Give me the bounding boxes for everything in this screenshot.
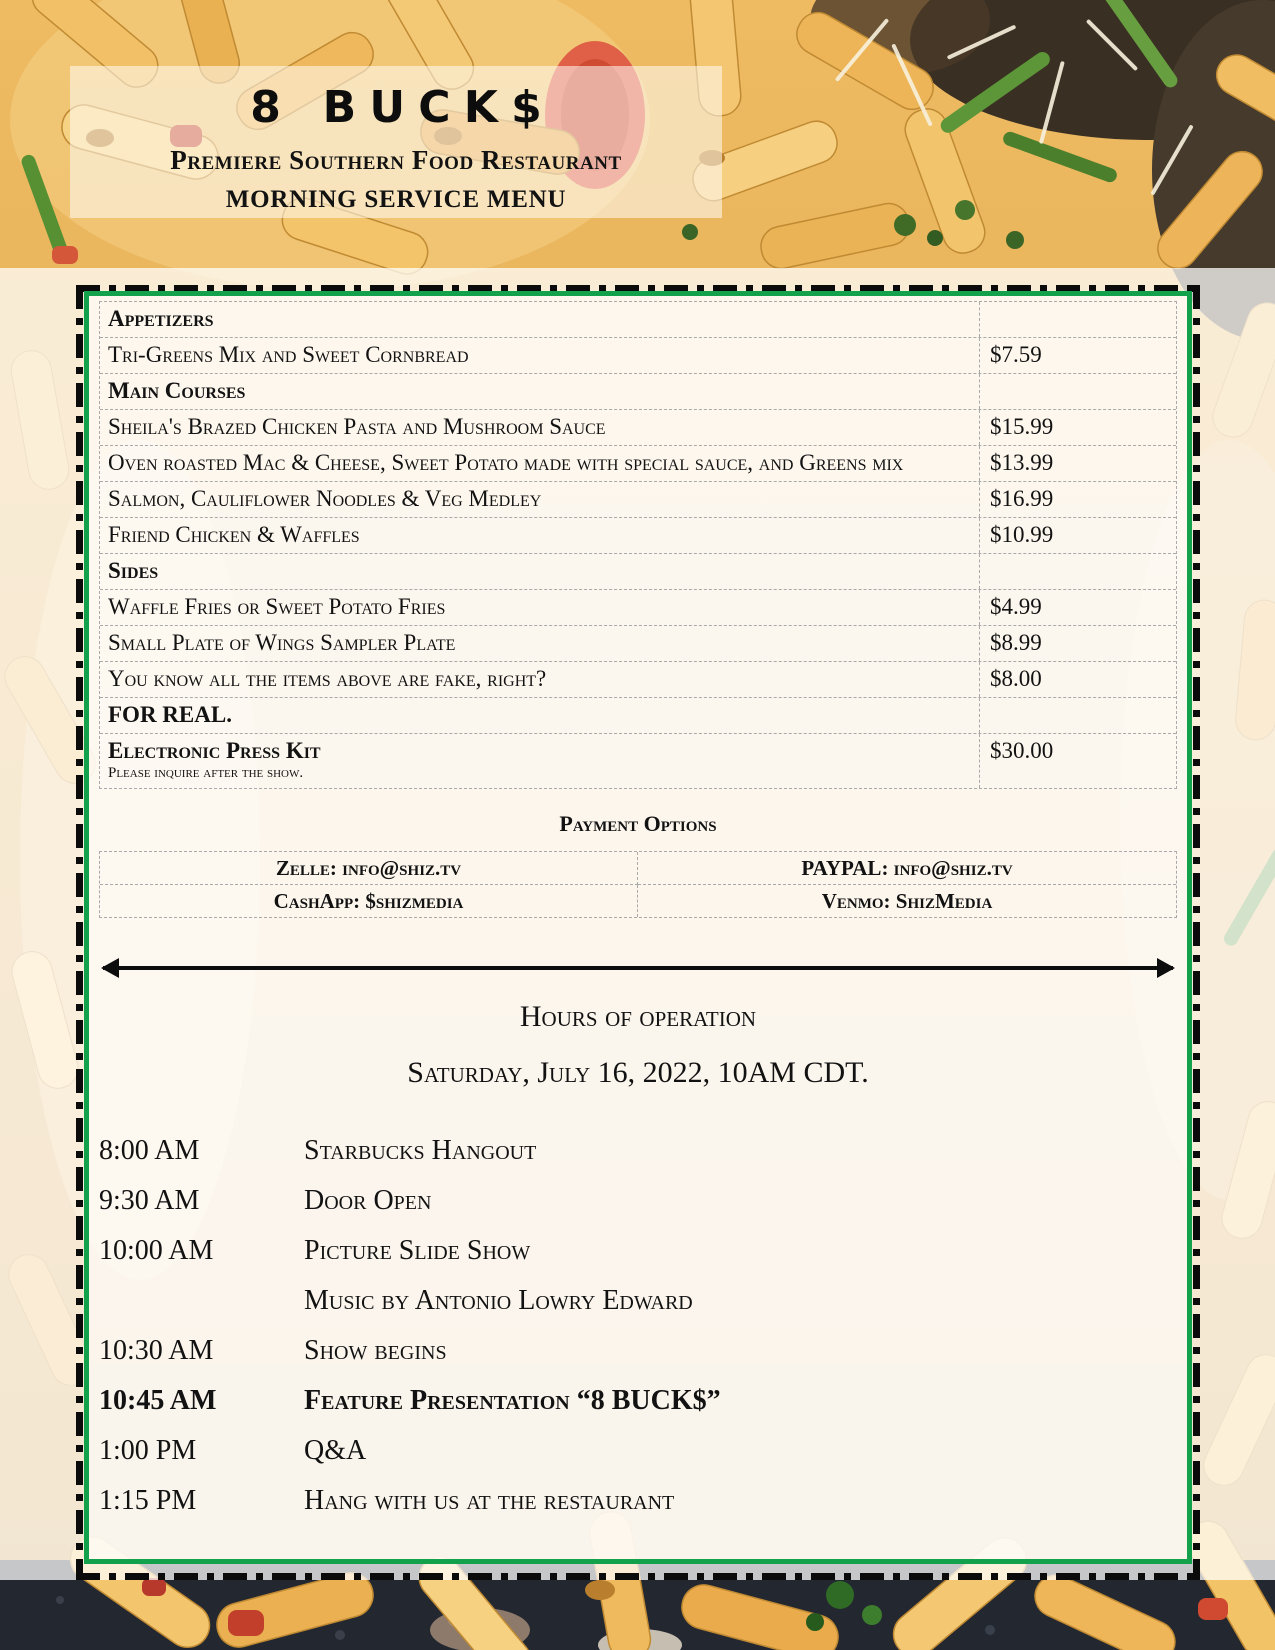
menu-item-cell <box>100 518 980 553</box>
schedule-event: Q&A <box>304 1435 367 1466</box>
menu-item-label: Tri-Greens Mix and Sweet Cornbread <box>108 342 469 367</box>
menu-item-note: Please inquire after the show. <box>108 765 304 781</box>
menu-row <box>100 374 1176 410</box>
menu-item-cell <box>100 590 980 625</box>
schedule-time: 10:00 AM <box>99 1235 214 1266</box>
hours-of-operation-title: Hours of operation <box>519 1000 757 1033</box>
menu-item-cell <box>100 374 980 409</box>
schedule-event: Music by Antonio Lowry Edward <box>304 1285 693 1316</box>
schedule-event: Hang with us at the restaurant <box>304 1485 675 1516</box>
menu-item-label: Oven roasted Mac & Cheese, Sweet Potato made with special sauce, and Greens mix <box>108 450 904 475</box>
menu-row <box>100 482 1176 518</box>
payment-method: PAYPAL: info@shiz.tv <box>638 852 1176 885</box>
menu-item-price: $15.99 <box>990 414 1054 439</box>
dash-dot-frame <box>76 285 1200 1580</box>
menu-item-label: Appetizers <box>108 306 214 331</box>
header-card <box>70 66 722 218</box>
schedule-row <box>99 1434 1177 1468</box>
restaurant-title: 8 BUCK$ <box>250 82 555 133</box>
schedule-row <box>99 1184 1177 1218</box>
schedule-time: 10:45 AM <box>99 1385 217 1416</box>
payment-method: CashApp: $shizmedia <box>100 885 638 917</box>
menu-item-price: $4.99 <box>990 594 1042 619</box>
menu-item-label: Electronic Press Kit <box>108 738 321 763</box>
menu-item-label: You know all the items above are fake, right? <box>108 666 547 691</box>
schedule-event: Starbucks Hangout <box>304 1135 537 1166</box>
payment-options-title: Payment Options <box>559 811 717 836</box>
schedule-time: 9:30 AM <box>99 1185 200 1216</box>
schedule-time <box>99 1284 304 1318</box>
menu-table <box>99 301 1177 789</box>
menu-item-cell <box>100 734 980 788</box>
payment-method: Venmo: ShizMedia <box>821 889 993 913</box>
menu-item-cell <box>100 662 980 697</box>
menu-row <box>100 590 1176 626</box>
menu-item-label: Friend Chicken & Waffles <box>108 522 360 547</box>
menu-item-price: $13.99 <box>990 450 1054 475</box>
schedule-time: 8:00 AM <box>99 1135 200 1166</box>
schedule-time: 1:15 PM <box>99 1485 197 1516</box>
schedule-time: 10:30 AM <box>99 1335 214 1366</box>
menu-item-label: Waffle Fries or Sweet Potato Fries <box>108 594 446 619</box>
menu-item-label: Small Plate of Wings Sampler Plate <box>108 630 456 655</box>
menu-row <box>100 698 1176 734</box>
menu-item-cell <box>100 554 980 589</box>
menu-row <box>100 518 1176 554</box>
restaurant-subtitle: Premiere Southern Food Restaurant <box>170 145 622 175</box>
menu-item-label: Salmon, Cauliflower Noodles & Veg Medley <box>108 486 542 511</box>
schedule-row <box>99 1334 1177 1368</box>
menu-row <box>100 410 1176 446</box>
menu-item-price: $8.00 <box>990 666 1042 691</box>
menu-item-label: Sheila's Brazed Chicken Pasta and Mushroom Sauce <box>108 414 606 439</box>
menu-item-price <box>980 302 1176 337</box>
menu-row <box>100 338 1176 374</box>
menu-item-label: Sides <box>108 558 159 583</box>
menu-item-price <box>980 554 1176 589</box>
menu-item-price: $7.59 <box>990 342 1042 367</box>
schedule-event: Picture Slide Show <box>304 1235 531 1266</box>
menu-row <box>100 554 1176 590</box>
menu-item-price: $10.99 <box>990 522 1054 547</box>
menu-row <box>100 626 1176 662</box>
menu-row <box>100 662 1176 698</box>
frame-edge-bottom <box>76 1573 1200 1580</box>
menu-item-label: Main Courses <box>108 378 246 403</box>
payment-method: Zelle: info@shiz.tv <box>100 852 638 885</box>
menu-row <box>100 302 1176 338</box>
frame-edge-right <box>1193 285 1200 1580</box>
menu-item-price: $30.00 <box>990 738 1054 763</box>
event-date-line: Saturday, July 16, 2022, 10AM CDT. <box>407 1056 869 1089</box>
schedule-time: 1:00 PM <box>99 1435 197 1466</box>
schedule-event: Feature Presentation “8 BUCK$” <box>304 1385 721 1416</box>
double-arrow-divider-icon <box>103 966 1173 970</box>
menu-item-price: $8.99 <box>990 630 1042 655</box>
menu-item-cell <box>100 482 980 517</box>
schedule-row <box>99 1234 1177 1268</box>
menu-item-cell <box>100 338 980 373</box>
schedule-row <box>99 1484 1177 1518</box>
menu-item-cell <box>100 410 980 445</box>
frame-edge-left <box>76 285 83 1580</box>
menu-item-cell <box>100 446 980 481</box>
schedule-row <box>99 1284 1177 1318</box>
payment-table <box>99 851 1177 918</box>
menu-item-cell <box>100 626 980 661</box>
schedule-row <box>99 1134 1177 1168</box>
menu-item-price <box>980 374 1176 409</box>
menu-item-cell <box>100 302 980 337</box>
menu-card <box>84 291 1192 1564</box>
menu-item-price <box>980 698 1176 733</box>
menu-row <box>100 446 1176 482</box>
menu-item-cell <box>100 698 980 733</box>
schedule-event: Show begins <box>304 1335 447 1366</box>
menu-item-label: FOR REAL. <box>108 702 232 727</box>
schedule-event: Door Open <box>304 1185 432 1216</box>
schedule-list <box>99 1134 1177 1518</box>
schedule-row <box>99 1384 1177 1418</box>
menu-row <box>100 734 1176 788</box>
menu-item-price: $16.99 <box>990 486 1054 511</box>
service-line: MORNING SERVICE MENU <box>225 186 567 213</box>
